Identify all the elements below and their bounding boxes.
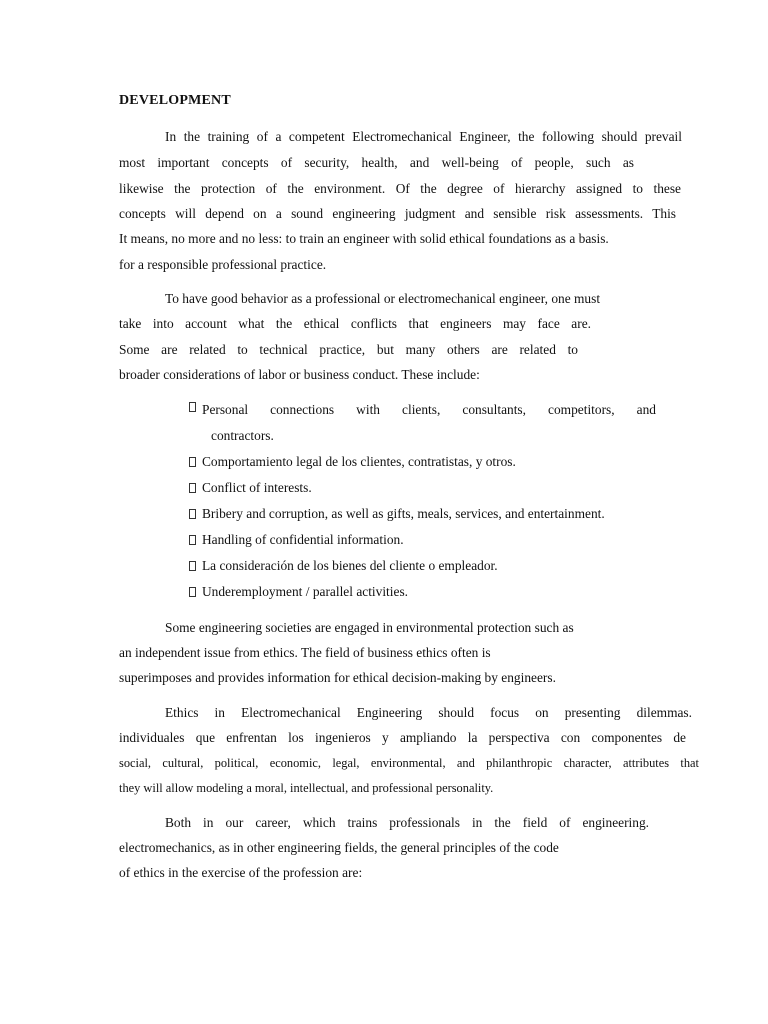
checkbox-bullet-icon [189, 483, 196, 493]
checkbox-bullet-icon [189, 535, 196, 545]
bullet-item-3-text: Conflict of interests. [202, 480, 312, 495]
paragraph-3-line-2: an independent issue from ethics. The field of business ethics often is [119, 645, 491, 660]
paragraph-1-line-3: likewise the protection of the environment. Of the degree of hierarchy assigned to these [119, 181, 681, 196]
paragraph-1-line-5: It means, no more and no less: to train an engineer with solid ethical foundations as a basis. [119, 231, 609, 246]
paragraph-1-line-1: In the training of a competent Electromechanical Engineer, the following should prevail [165, 129, 682, 144]
section-heading: DEVELOPMENT [119, 93, 231, 108]
paragraph-4-line-4: they will allow modeling a moral, intellectual, and professional personality. [119, 781, 494, 795]
paragraph-4-line-1: Ethics in Electromechanical Engineering should focus on presenting dilemmas. [165, 705, 692, 720]
paragraph-2-line-1: To have good behavior as a professional or electromechanical engineer, one must [165, 291, 601, 306]
checkbox-bullet-icon [189, 587, 196, 597]
bullet-item-1-continuation: contractors. [211, 428, 274, 443]
bullet-item-4-text: Bribery and corruption, as well as gifts, meals, services, and entertainment. [202, 506, 605, 521]
paragraph-1-line-6: for a responsible professional practice. [119, 257, 327, 272]
checkbox-bullet-icon [189, 509, 196, 519]
checkbox-bullet-icon [189, 457, 196, 467]
bullet-item-3 [189, 480, 312, 496]
bullet-item-1-text: Personal connections with clients, consultants, competitors, and [202, 402, 656, 417]
paragraph-1-line-2: most important concepts of security, health, and well-being of people, such as [119, 155, 634, 170]
paragraph-2-line-3: Some are related to technical practice, but many others are related to [119, 342, 578, 357]
bullet-item-6-text: La consideración de los bienes del cliente o empleador. [202, 558, 498, 573]
checkbox-bullet-icon [189, 561, 196, 571]
paragraph-5-line-2: electromechanics, as in other engineering fields, the general principles of the code [119, 840, 559, 855]
checkbox-bullet-icon [189, 402, 196, 412]
paragraph-2-line-4: broader considerations of labor or business conduct. These include: [119, 367, 480, 382]
paragraph-3-line-1: Some engineering societies are engaged in environmental protection such as [165, 620, 574, 635]
bullet-item-5-text: Handling of confidential information. [202, 532, 404, 547]
bullet-item-1 [189, 402, 656, 418]
bullet-item-4 [189, 506, 605, 522]
bullet-item-7-text: Underemployment / parallel activities. [202, 584, 408, 599]
paragraph-3-line-3: superimposes and provides information for ethical decision-making by engineers. [119, 670, 556, 685]
bullet-item-5 [189, 532, 404, 548]
bullet-item-7 [189, 584, 408, 600]
bullet-item-2-text: Comportamiento legal de los clientes, contratistas, y otros. [202, 454, 516, 469]
paragraph-2-line-2: take into account what the ethical conflicts that engineers may face are. [119, 316, 591, 331]
paragraph-5-line-1: Both in our career, which trains professionals in the field of engineering. [165, 815, 649, 830]
bullet-item-2 [189, 454, 516, 470]
paragraph-4-line-3: social, cultural, political, economic, legal, environmental, and philanthropic character, attributes that [119, 756, 699, 770]
paragraph-1-line-4: concepts will depend on a sound engineering judgment and sensible risk assessments. This [119, 206, 676, 221]
paragraph-5-line-3: of ethics in the exercise of the profession are: [119, 865, 363, 880]
paragraph-4-line-2: individuales que enfrentan los ingenieros y ampliando la perspectiva con componentes de [119, 730, 686, 745]
bullet-item-6 [189, 558, 498, 574]
